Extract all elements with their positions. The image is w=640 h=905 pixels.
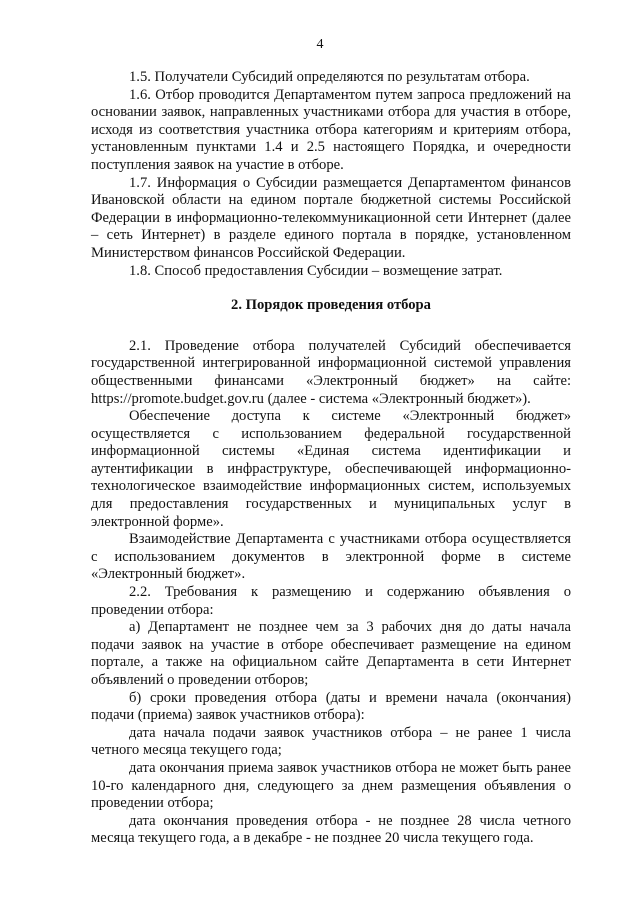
paragraph-item-a: а) Департамент не позднее чем за 3 рабочих дня до даты начала подачи заявок на участие в отборе обеспечивает размещение на едином портале, а также на официальном сайте Департамента в сети Интернет объявлений о проведении отборов;: [91, 619, 571, 688]
paragraph-item-b: б) сроки проведения отбора (даты и времени начала (окончания) подачи (приема) заявок участников отбора):: [91, 689, 571, 724]
section-heading: 2. Порядок проведения отбора: [231, 297, 431, 314]
paragraph-1-7: 1.7. Информация о Субсидии размещается Департаментом финансов Ивановской области на едином портале бюджетной системы Российской Федерации в информационно-телекоммуникационной сети Интернет (далее – сеть Интернет) в разделе единого портала в порядке, установленном Министерством финансов Российской Федерации.: [91, 174, 571, 261]
paragraph-end-selection-date: дата окончания проведения отбора - не позднее 28 числа четного месяца текущего года, а в декабре - не позднее 20 числа текущего года.: [91, 812, 571, 847]
paragraph-start-date: дата начала подачи заявок участников отбора – не ранее 1 числа четного месяца текущего года;: [91, 724, 571, 759]
paragraph-1-5: 1.5. Получатели Субсидий определяются по результатам отбора.: [129, 69, 530, 85]
paragraph-access: Обеспечение доступа к системе «Электронный бюджет» осуществляется с использованием федеральной государственной информационной системы «Единая система идентификации и аутентификации в инфраструктуре, обеспечивающей информационно-технологическое взаимодействие информационных систем, используемых для предоставления государственных и муниципальных услуг в электронной форме».: [91, 408, 571, 530]
page-number: 4: [316, 37, 324, 52]
paragraph-2-1: 2.1. Проведение отбора получателей Субсидий обеспечивается государственной интегрированной информационной системой управления общественными финансами «Электронный бюджет» на сайте: https://promote.budget.gov.ru (далее - система «Электронный бюджет»).: [91, 337, 571, 407]
paragraph-1-8: 1.8. Способ предоставления Субсидии – возмещение затрат.: [129, 262, 503, 279]
document-body: [91, 69, 571, 848]
paragraph-end-receipt-date: дата окончания приема заявок участников отбора не может быть ранее 10-го календарного дня, следующего за днем размещения объявления о проведении отбора;: [91, 759, 571, 812]
paragraph-2-2: 2.2. Требования к размещению и содержанию объявления о проведении отбора:: [91, 584, 571, 618]
paragraph-1-6: 1.6. Отбор проводится Департаментом путем запроса предложений на основании заявок, направленных участниками отбора для участия в отборе, исходя из соответствия участника отбора категориям и критериям отбора, установленным пунктами 1.4 и 2.5 настоящего Порядка, и очередности поступления заявок на участие в отборе.: [91, 86, 571, 173]
paragraph-interaction: Взаимодействие Департамента с участниками отбора осуществляется с использованием документов в электронной форме в системе «Электронный бюджет».: [91, 531, 571, 583]
